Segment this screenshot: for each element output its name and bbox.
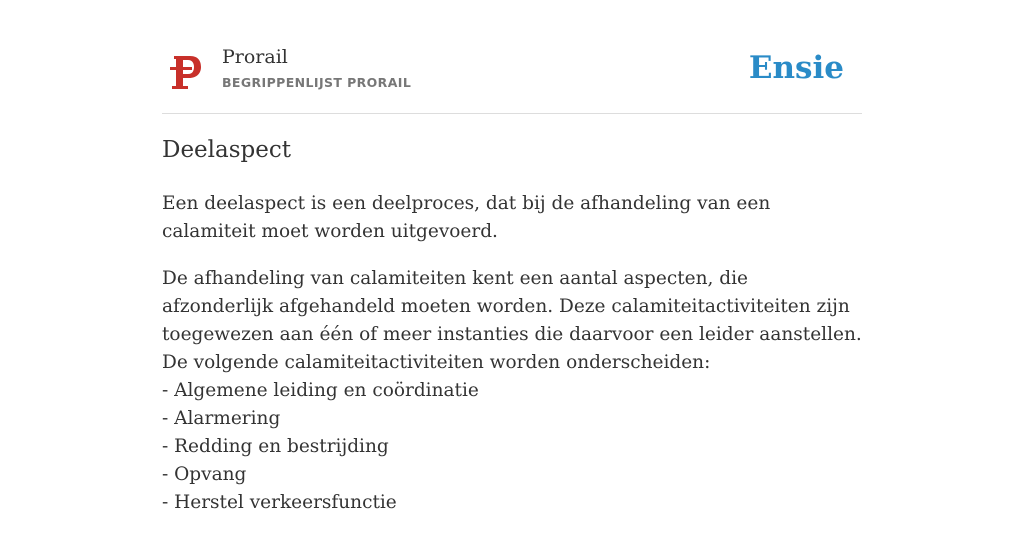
term-description — [162, 265, 862, 517]
site-header — [162, 40, 862, 114]
list-item: - Opvang — [162, 464, 247, 485]
ensie-brand-link[interactable]: Ensie — [748, 50, 844, 86]
list-item: - Alarmering — [162, 408, 281, 429]
term-definition: Een deelaspect is een deelproces, dat bij de afhandeling van een calamiteit moet worden uitgevoerd. — [162, 193, 771, 242]
glossary-subtitle[interactable]: BEGRIPPENLIJST PRORAIL — [222, 75, 412, 90]
list-item: - Herstel verkeersfunctie — [162, 492, 397, 513]
description-intro: De afhandeling van calamiteiten kent een aantal aspecten, die afzonderlijk afgehandeld moeten worden. Deze calamiteitactiviteiten zijn toegewezen aan één of meer instanties die daarvoor een leider aanstellen. De volgende calamiteitactiviteiten worden onderscheiden: — [162, 268, 862, 373]
prorail-logo-icon[interactable] — [168, 52, 204, 92]
list-item: - Algemene leiding en coördinatie — [162, 380, 479, 401]
list-item: - Redding en bestrijding — [162, 436, 389, 457]
org-name[interactable]: Prorail — [222, 46, 288, 68]
term-content — [162, 190, 862, 536]
term-title: Deelaspect — [162, 137, 291, 163]
